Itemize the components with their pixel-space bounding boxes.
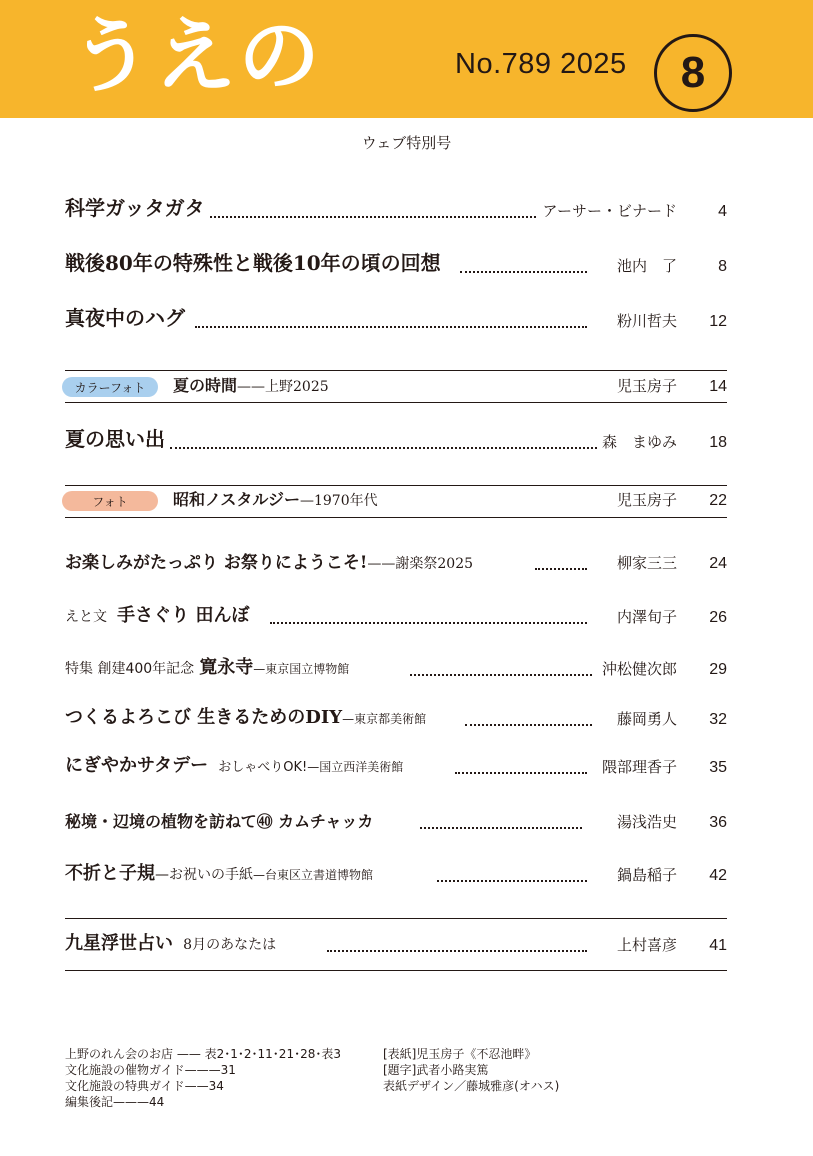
- toc-row[interactable]: [65, 857, 727, 891]
- footer-line: [表紙]児玉房子《不忍池畔》: [383, 1047, 537, 1061]
- toc-title: 不折と子規: [65, 863, 155, 884]
- toc-title-group: [65, 703, 430, 729]
- leader-dots: [195, 326, 587, 328]
- toc-page: 18: [709, 434, 727, 451]
- toc-title: 科学ガッタガタ: [65, 192, 209, 221]
- toc-row[interactable]: [65, 701, 727, 735]
- toc-prefix: えと文: [65, 609, 107, 625]
- toc-author: 藤岡勇人: [613, 708, 677, 729]
- toc-title-group: [65, 929, 280, 955]
- toc-page: 35: [709, 759, 727, 776]
- toc-title: 九星浮世占い: [65, 933, 173, 954]
- month-badge: 8: [654, 34, 732, 112]
- footer-left: [65, 1046, 341, 1110]
- toc-page: 22: [709, 492, 727, 509]
- issue-number: No.789 2025: [455, 48, 627, 80]
- footer-line: 表紙デザイン／藤城雅彦(オハス): [383, 1079, 560, 1093]
- footer-line: 文化施設の催物ガイド———31: [65, 1063, 236, 1077]
- toc-title: 手さぐり 田んぼ: [117, 605, 250, 626]
- toc-title-group: [65, 548, 477, 573]
- page-subtitle: ウェブ特別号: [361, 134, 452, 152]
- toc-author: 児玉房子: [613, 489, 677, 510]
- leader-dots: [437, 880, 587, 882]
- toc-subtitle: 8月のあなたは: [183, 937, 277, 953]
- leader-dots: [420, 827, 582, 829]
- section-rule: [65, 970, 727, 971]
- leader-dots: [465, 724, 592, 726]
- toc-subtitle: —国立西洋美術館: [307, 760, 404, 774]
- toc-author: アーサー・ビナード: [538, 200, 677, 221]
- footer-right: [383, 1046, 559, 1094]
- toc-title: お楽しみがたっぷり お祭りにようこそ!: [65, 553, 368, 573]
- header-band: [0, 0, 813, 118]
- toc-page: 29: [709, 661, 727, 678]
- toc-title-group: [65, 751, 407, 777]
- toc-subtitle: ——上野2025: [237, 379, 329, 395]
- toc-page: 8: [718, 258, 727, 275]
- toc-row[interactable]: [65, 804, 727, 838]
- section-rule: [65, 402, 727, 403]
- toc-row[interactable]: [65, 424, 727, 458]
- leader-dots: [270, 622, 587, 624]
- toc-prefix: 特集 創建400年記念: [65, 661, 195, 677]
- toc-title-group: [173, 373, 333, 396]
- leader-dots: [460, 271, 587, 273]
- toc-row[interactable]: [65, 368, 727, 402]
- toc-author: 池内 了: [613, 255, 677, 276]
- toc-subtitle: —東京国立博物館: [253, 662, 350, 676]
- toc-row[interactable]: [65, 193, 727, 227]
- toc-page: 36: [709, 814, 727, 831]
- toc-title: つくるよろこび 生きるためのDIY: [65, 707, 343, 728]
- toc-title: 戦後80年の特殊性と戦後10年の頃の回想: [65, 247, 445, 276]
- magazine-logo: うえの: [70, 9, 323, 104]
- toc-row[interactable]: [65, 927, 727, 961]
- toc-row[interactable]: [65, 248, 727, 282]
- category-tag: フォト: [62, 491, 158, 511]
- toc-author: 隈部理香子: [598, 756, 677, 777]
- leader-dots: [455, 772, 587, 774]
- section-rule: [65, 918, 727, 919]
- toc-title: 昭和ノスタルジー: [173, 490, 300, 509]
- toc-row[interactable]: [65, 545, 727, 579]
- toc-title-group: [65, 859, 377, 885]
- toc-subtitle: —東京都美術館: [342, 712, 427, 726]
- toc-subtitle: ——謝楽祭2025: [367, 556, 474, 572]
- toc-author: 森 まゆみ: [598, 431, 677, 452]
- toc-author: 柳家三三: [613, 552, 677, 573]
- footer-line: [題字]武者小路実篤: [383, 1063, 489, 1077]
- toc-title: にぎやかサタデー: [65, 755, 209, 776]
- toc-author: 上村喜彦: [613, 934, 677, 955]
- toc-page: 32: [709, 711, 727, 728]
- toc-page: 12: [709, 313, 727, 330]
- leader-dots: [327, 950, 587, 952]
- toc-title-group: [65, 601, 253, 627]
- footer-line: 文化施設の特典ガイド——34: [65, 1079, 224, 1093]
- toc-page: 26: [709, 609, 727, 626]
- toc-subtitle: —1970年代: [299, 493, 378, 509]
- toc-title: 秘境・辺境の植物を訪ねて㊵ カムチャッカ: [65, 809, 377, 832]
- toc-title: 寛永寺: [199, 657, 254, 678]
- toc-page: 14: [709, 378, 727, 395]
- leader-dots: [203, 216, 559, 218]
- toc-subtitle-main: おしゃべりOK!: [218, 760, 308, 775]
- toc-row[interactable]: [65, 651, 727, 685]
- footer-line: 上野のれん会のお店 —— 表2･1･2･11･21･28･表3: [65, 1047, 341, 1061]
- footer-line: 編集後記———44: [65, 1095, 165, 1109]
- toc-author: 児玉房子: [613, 375, 677, 396]
- toc-row[interactable]: [65, 482, 727, 516]
- toc-page: 24: [709, 555, 727, 572]
- toc-author: 粉川哲夫: [613, 310, 677, 331]
- toc-author: 内澤旬子: [613, 606, 677, 627]
- toc-page: 42: [709, 867, 727, 884]
- toc-title: 夏の時間: [173, 376, 238, 395]
- leader-dots: [170, 447, 597, 449]
- toc-title: 真夜中のハグ: [65, 302, 189, 331]
- section-rule: [65, 517, 727, 518]
- toc-author: 鍋島稲子: [613, 864, 677, 885]
- toc-subtitle: —台東区立書道博物館: [253, 868, 374, 882]
- toc-page: 4: [718, 203, 727, 220]
- toc-row[interactable]: [65, 303, 727, 337]
- toc-title: 夏の思い出: [65, 423, 169, 452]
- category-tag: カラーフォト: [62, 377, 158, 397]
- leader-dots: [535, 568, 587, 570]
- toc-title-group: [173, 487, 382, 510]
- toc-row[interactable]: [65, 749, 727, 783]
- toc-subtitle-main: —お祝いの手紙: [155, 867, 253, 883]
- toc-author: 湯浅浩史: [613, 811, 677, 832]
- toc-title-group: [65, 653, 353, 679]
- toc-page: 41: [709, 937, 727, 954]
- toc-row[interactable]: [65, 599, 727, 633]
- leader-dots: [410, 674, 592, 676]
- toc-author: 沖松健次郎: [598, 658, 677, 679]
